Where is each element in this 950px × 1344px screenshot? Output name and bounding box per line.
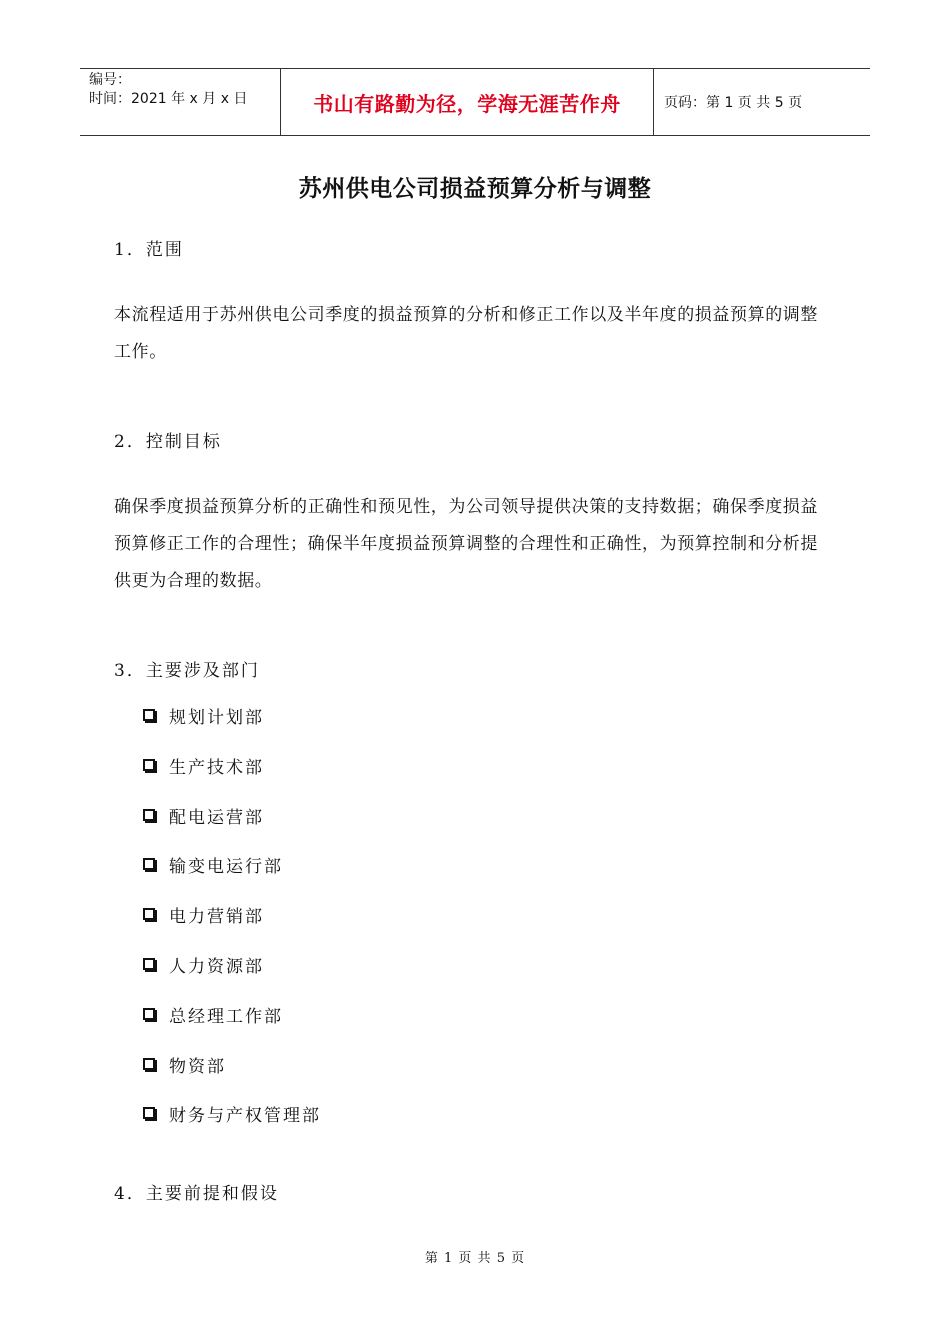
section-paragraph-objectives: 确保季度损益预算分析的正确性和预见性，为公司领导提供决策的支持数据；确保季度损益预算修正工作的合理性；确保半年度损益预算调整的合理性和正确性，为预算控制和分析提供更为合理的数据。	[114, 497, 818, 591]
section-heading-scope: 1．范围	[114, 240, 184, 260]
department-label: 配电运营部	[169, 807, 264, 828]
department-label: 财务与产权管理部	[169, 1106, 321, 1127]
department-label: 输变电运行部	[169, 857, 283, 878]
list-item	[143, 902, 321, 952]
section-heading-departments: 3．主要涉及部门	[114, 661, 260, 681]
list-item	[143, 1002, 321, 1052]
checkbox-bullet-icon	[143, 1008, 155, 1020]
checkbox-bullet-icon	[143, 958, 155, 970]
list-item	[143, 753, 321, 803]
department-label: 电力营销部	[169, 907, 264, 928]
department-list	[143, 703, 321, 1151]
section-heading-assumptions: 4．主要前提和假设	[114, 1184, 279, 1204]
section-paragraph-scope: 本流程适用于苏州供电公司季度的损益预算的分析和修正工作以及半年度的损益预算的调整工作。	[114, 305, 818, 362]
document-number-label: 编号：	[89, 72, 131, 88]
department-label: 生产技术部	[169, 757, 264, 778]
page-footer: 第 1 页 共 5 页	[424, 1251, 526, 1266]
document-title: 苏州供电公司损益预算分析与调整	[298, 175, 652, 202]
list-item	[143, 952, 321, 1002]
list-item	[143, 803, 321, 853]
section-heading-objectives: 2．控制目标	[114, 432, 222, 452]
document-header	[80, 68, 870, 136]
header-meta-cell	[80, 69, 281, 135]
list-item	[143, 852, 321, 902]
checkbox-bullet-icon	[143, 1058, 155, 1070]
checkbox-bullet-icon	[143, 709, 155, 721]
checkbox-bullet-icon	[143, 1107, 155, 1119]
department-label: 规划计划部	[169, 708, 264, 728]
department-label: 物资部	[169, 1056, 226, 1077]
list-item	[143, 703, 321, 753]
document-time-label: 时间：2021 年 x 月 x 日	[89, 91, 248, 107]
header-page-info: 页码：第 1 页 共 5 页	[664, 95, 803, 111]
department-label: 总经理工作部	[169, 1006, 283, 1027]
checkbox-bullet-icon	[143, 759, 155, 771]
list-item	[143, 1052, 321, 1102]
header-motto: 书山有路勤为径，学海无涯苦作舟	[281, 69, 654, 135]
list-item	[143, 1101, 321, 1151]
checkbox-bullet-icon	[143, 809, 155, 821]
checkbox-bullet-icon	[143, 858, 155, 870]
department-label: 人力资源部	[169, 956, 264, 977]
checkbox-bullet-icon	[143, 908, 155, 920]
